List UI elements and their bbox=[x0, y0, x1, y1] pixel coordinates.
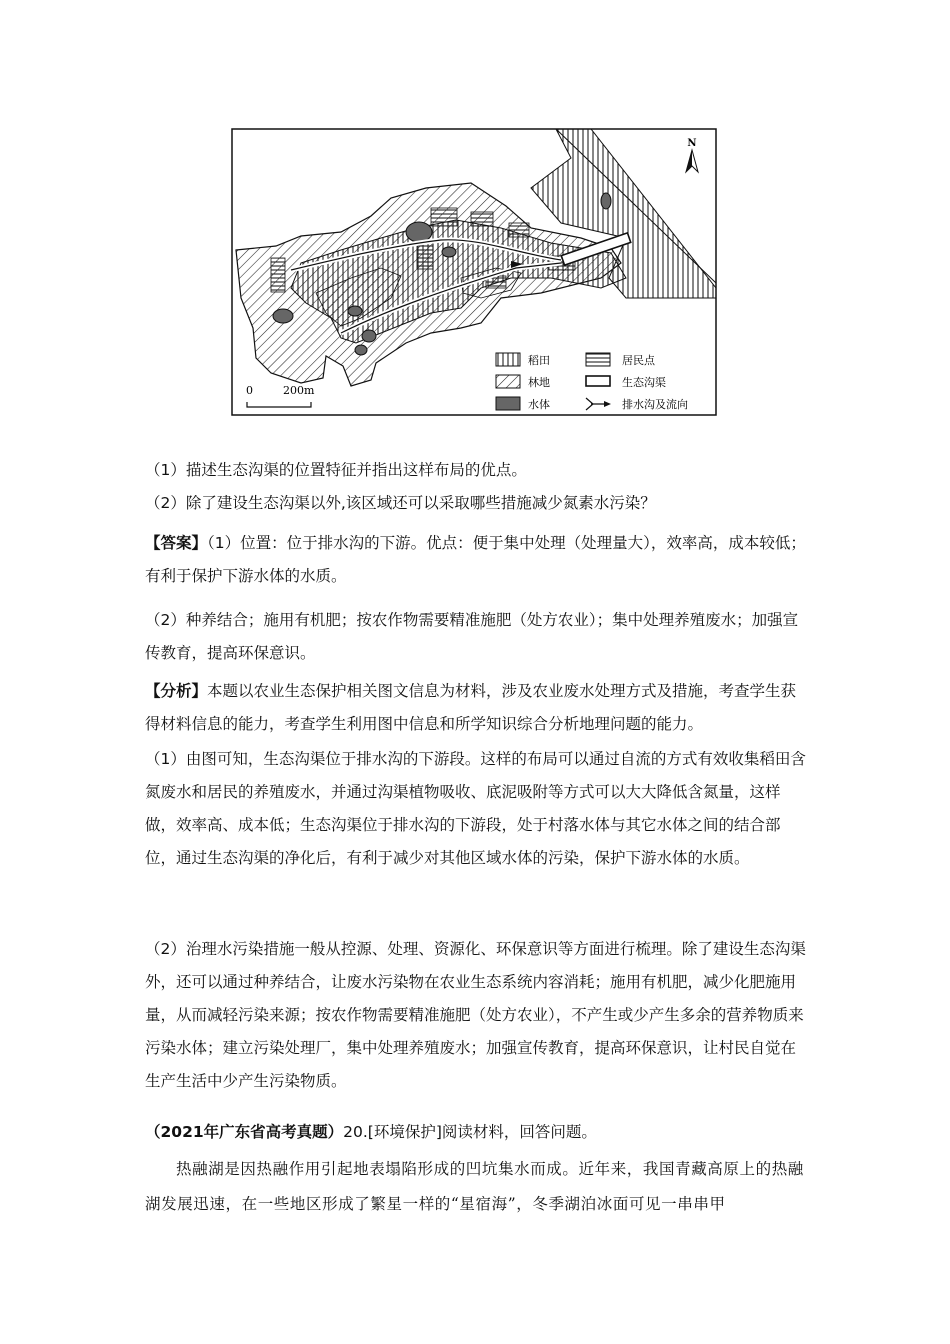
legend-water-swatch bbox=[496, 397, 520, 410]
legend-water-label: 水体 bbox=[528, 398, 550, 411]
answer-part-1 bbox=[145, 527, 810, 593]
residential-5 bbox=[271, 258, 285, 292]
analysis-intro bbox=[145, 675, 810, 741]
exam-source: （2021年广东省高考真题） bbox=[145, 1123, 344, 1141]
legend-drain-label: 排水沟及流向 bbox=[622, 398, 688, 411]
legend-forest-swatch bbox=[496, 375, 520, 388]
water-body-5 bbox=[362, 330, 376, 342]
residential-4 bbox=[417, 243, 433, 269]
svg-text:N: N bbox=[687, 138, 697, 149]
next-question-heading bbox=[145, 1116, 810, 1149]
legend-eco-ditch-swatch bbox=[586, 376, 610, 386]
answer-part-1-text: （1）位置：位于排水沟的下游。优点：便于集中处理（处理量大），效率高，成本较低；有利于保护下游水体的水质。 bbox=[145, 534, 806, 585]
legend-residential-swatch bbox=[586, 353, 610, 366]
legend-rice-label: 稻田 bbox=[528, 354, 550, 367]
analysis-part-1: （1）由图可知，生态沟渠位于排水沟的下游段。这样的布局可以通过自流的方式有效收集稻田含氮废水和居民的养殖废水，并通过沟渠植物吸收、底泥吸附等方式可以大大降低含氮量，这样做，效率高、成本低；生态沟渠位于排水沟的下游段，处于村落水体与其它水体之间的结合部位，通过生态沟渠的净化后，有利于减少对其他区域水体的污染，保护下游水体的水质。 bbox=[145, 750, 806, 867]
water-body-2 bbox=[442, 247, 456, 257]
question-2: （2）除了建设生态沟渠以外,该区域还可以采取哪些措施减少氮素水污染？ bbox=[145, 494, 656, 512]
water-body-6 bbox=[355, 345, 367, 355]
analysis-intro-text: 本题以农业生态保护相关图文信息为材料，涉及农业废水处理方式及措施，考查学生获得材料信息的能力，考查学生利用图中信息和所学知识综合分析地理问题的能力。 bbox=[145, 682, 797, 733]
svg-text:0: 0 bbox=[246, 384, 253, 397]
legend-residential-label: 居民点 bbox=[622, 354, 655, 367]
question-1: （1）描述生态沟渠的位置特征并指出这样布局的优点。 bbox=[145, 461, 527, 479]
analysis-part-2: （2）治理水污染措施一般从控源、处理、资源化、环保意识等方面进行梳理。除了建设生态沟渠外，还可以通过种养结合，让废水污染物在农业生态系统内容消耗；施用有机肥，减少化肥施用量，从而减轻污染来源；按农作物需要精准施肥（处方农业），不产生或少产生多余的营养物质来污染水体；建立污染处理厂，集中处理养殖废水；加强宣传教育，提高环保意识，让村民自觉在生产生活中少产生污染物质。 bbox=[145, 940, 806, 1090]
question-number: 20. bbox=[343, 1123, 368, 1141]
legend-rice-swatch bbox=[496, 353, 520, 366]
water-body-1 bbox=[406, 222, 432, 242]
svg-text:200m: 200m bbox=[283, 384, 315, 397]
legend-eco-ditch-label: 生态沟渠 bbox=[622, 376, 666, 389]
question-topic: [环境保护]阅读材料，回答问题。 bbox=[367, 1123, 597, 1141]
residential-1 bbox=[431, 208, 457, 226]
answer-part-2: （2）种养结合；施用有机肥；按农作物需要精准施肥（处方农业）；集中处理养殖废水；加强宣传教育，提高环保意识。 bbox=[145, 611, 799, 662]
material-text: 热融湖是因热融作用引起地表塌陷形成的凹坑集水而成。近年来，我国青藏高原上的热融湖发展迅速，在一些地区形成了繁星一样的“星宿海”，冬季湖泊冰面可见一串串甲 bbox=[145, 1160, 804, 1213]
residential-2 bbox=[471, 212, 493, 226]
water-body-7 bbox=[601, 193, 611, 209]
land-use-map bbox=[231, 128, 717, 416]
water-body-3 bbox=[273, 309, 293, 323]
residential-3 bbox=[509, 223, 529, 237]
legend-forest-label: 林地 bbox=[528, 376, 550, 389]
answer-tag: 【答案】 bbox=[145, 534, 208, 552]
water-body-4 bbox=[348, 306, 362, 316]
analysis-tag: 【分析】 bbox=[145, 682, 208, 700]
